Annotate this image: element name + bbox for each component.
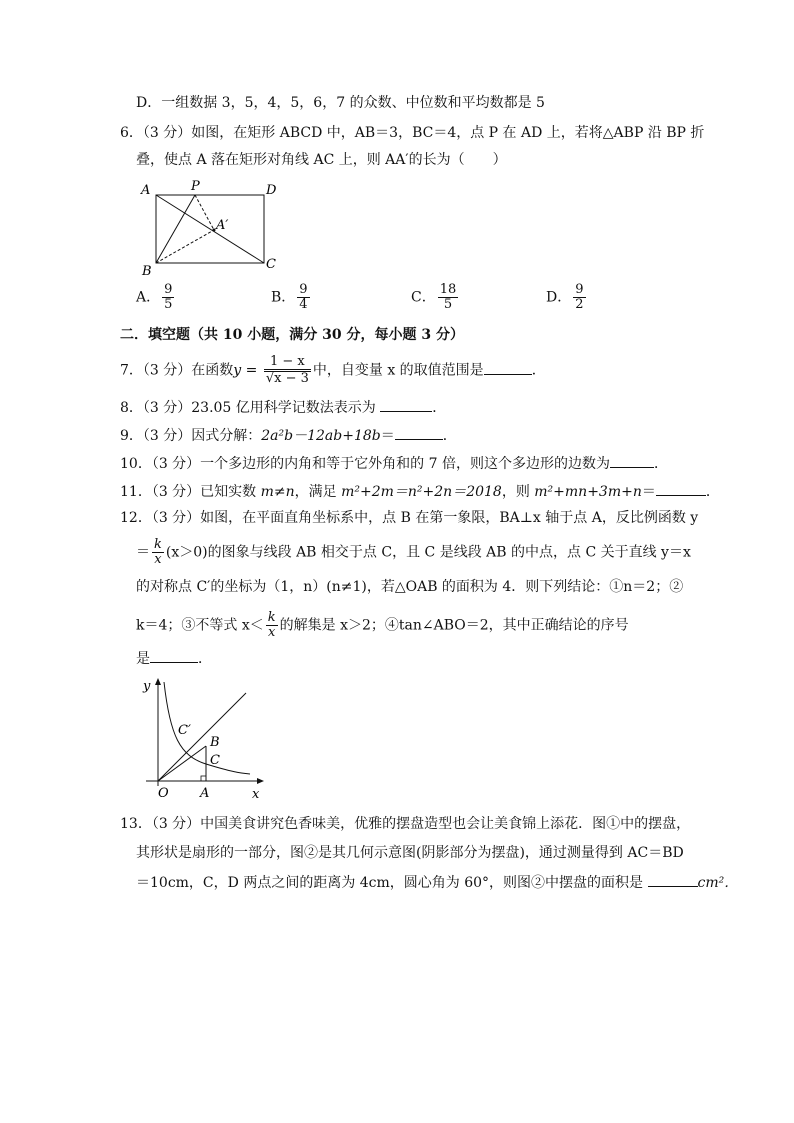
label-c: C	[266, 257, 276, 272]
label-a: A	[141, 183, 151, 198]
label-c-prime: C′	[178, 723, 191, 738]
hyperbola-curve	[164, 682, 250, 774]
q6-option-b: B． $\frac{9}{4}$	[271, 282, 308, 312]
q9-line: 9．（3 分）因式分解：2a²b－12ab+18b＝ ．	[120, 425, 457, 445]
q12-line1: 12．（3 分）如图，在平面直角坐标系中，点 B 在第一象限，BA⊥x 轴于点 A，反比例函数 y	[120, 510, 699, 526]
q7-line: 7．（3 分）在函数y = $\frac{1 - x}{√x - 3}$ 中，自变量 x 的取值范围是 ．	[120, 354, 546, 386]
segment-ba-prime	[156, 230, 214, 263]
q12-line5: 是 ．	[136, 648, 212, 668]
label-y: y	[143, 679, 151, 694]
q6-line1: 6．（3 分）如图，在矩形 ABCD 中，AB＝3，BC＝4，点 P 在 AD 上，若将△ABP 沿 BP 折	[120, 125, 705, 141]
diagonal-ac	[156, 195, 264, 263]
y-axis-arrow	[155, 678, 161, 685]
q11-line: 11．（3 分）已知实数 m≠n，满足 m²+2m＝n²+2n＝2018，则 m²+mn+3m+n＝ ．	[120, 481, 720, 501]
q6-option-d: D． $\frac{9}{2}$	[546, 282, 584, 312]
q10-line: 10．（3 分）一个多边形的内角和等于它外角和的 7 倍，则这个多边形的边数为 ．	[120, 453, 668, 473]
right-angle-mark	[201, 776, 206, 781]
label-o: O	[158, 786, 169, 801]
q13-line2: 其形状是扇形的一部分，图②是其几何示意图(阴影部分为摆盘)，通过测量得到 AC＝BD	[136, 845, 684, 861]
segment-ob	[158, 746, 206, 781]
section-2-title: 二．填空题（共 10 小题，满分 30 分，每小题 3 分）	[120, 327, 464, 343]
q12-line4: k＝4；③不等式 x＜ $\frac{k}{x}$ 的解集是 x＞2；④tan∠ABO＝2，其中正确结论的序号	[136, 610, 629, 640]
label-a-prime: A′	[216, 218, 229, 233]
q8-line: 8．（3 分）23.05 亿用科学记数法表示为 ．	[120, 397, 446, 417]
label-a: A	[200, 786, 210, 801]
label-c: C	[210, 753, 220, 768]
label-p: P	[191, 179, 200, 194]
q6-option-a: A． $\frac{9}{5}$	[136, 282, 173, 312]
label-d: D	[266, 183, 277, 198]
q6-line2: 叠，使点 A 落在矩形对角线 AC 上，则 AA′的长为（ ）	[136, 152, 507, 168]
line-y-equals-x	[158, 693, 246, 781]
label-b: B	[142, 264, 152, 278]
segment-pa-prime	[195, 195, 214, 230]
q12-line3: 的对称点 C′的坐标为（1，n）(n≠1)，若△OAB 的面积为 4．则下列结论：①n＝2；②	[136, 579, 684, 595]
label-b: B	[210, 735, 220, 750]
segment-bp	[156, 195, 195, 263]
q6-figure	[138, 178, 298, 278]
q12-line2: ＝ $\frac{k}{x}$ (x＞0)的图象与线段 AB 相交于点 C，且 C 是线段 AB 的中点，点 C 关于直线 y＝x	[136, 537, 691, 567]
q13-line1: 13．（3 分）中国美食讲究色香味美，优雅的摆盘造型也会让美食锦上添花．图①中的摆盘，	[120, 816, 691, 832]
q5-option-d: D．一组数据 3，5，4，5，6，7 的众数、中位数和平均数都是 5	[136, 95, 545, 111]
q13-line3: ＝10cm，C，D 两点之间的距离为 4cm，圆心角为 60°，则图②中摆盘的面积是 cm²．	[136, 872, 738, 892]
q6-option-c: C． $\frac{18}{5}$	[411, 282, 457, 312]
label-x: x	[252, 787, 260, 801]
x-axis-arrow	[257, 778, 264, 784]
q12-figure	[140, 676, 280, 801]
